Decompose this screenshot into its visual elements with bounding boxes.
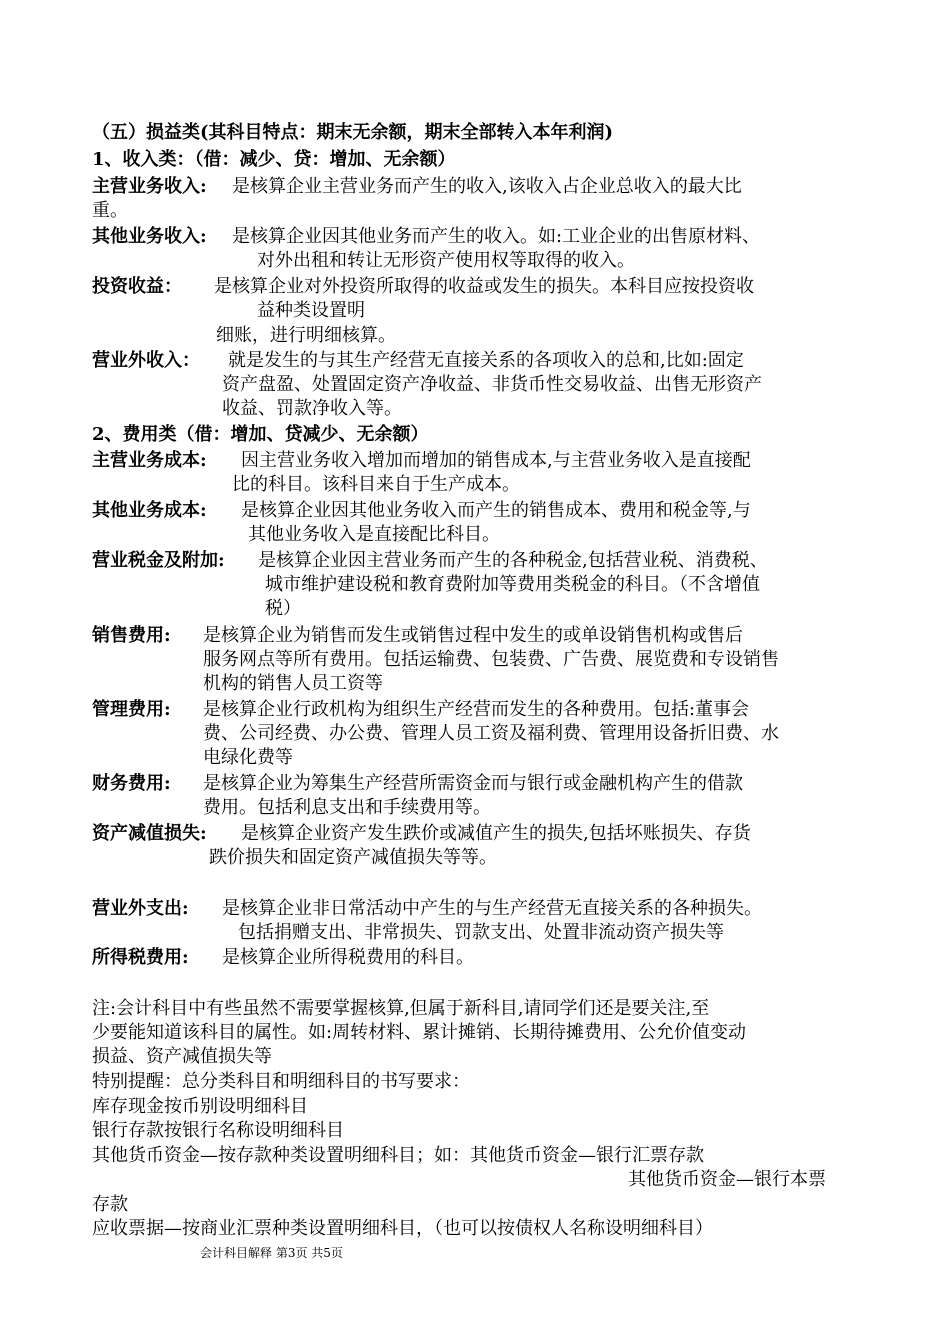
expense-def-finance-1: 是核算企业为筹集生产经营所需资金而与银行或金融机构产生的借款 xyxy=(203,773,743,794)
reminder-line-2: 库存现金按币别设明细科目 xyxy=(92,1096,308,1117)
reminder-line-1: 特别提醒：总分类科目和明细科目的书写要求： xyxy=(92,1071,470,1092)
expense-def-admin-3: 电绿化费等 xyxy=(203,747,293,768)
income-def-other-1: 是核算企业因其他业务而产生的收入。如:工业企业的出售原材料、 xyxy=(232,226,761,247)
note-line-3: 损益、资产减值损失等 xyxy=(92,1046,272,1067)
income-term-other: 其他业务收入: xyxy=(92,226,207,247)
income-term-invest: 投资收益： xyxy=(92,276,182,297)
expense-def-admin-1: 是核算企业行政机构为组织生产经营而发生的各种费用。包括:董事会 xyxy=(203,699,750,720)
section-title: （五）损益类(其科目特点：期末无余额，期末全部转入本年利润) xyxy=(92,122,614,143)
income-def-invest-1: 是核算企业对外投资所取得的收益或发生的损失。本科目应按投资收 xyxy=(214,276,754,297)
expense-term-sales: 销售费用: xyxy=(92,625,171,646)
income-def-other-2: 对外出租和转让无形资产使用权等取得的收入。 xyxy=(257,250,635,271)
expense-heading: 2、费用类（借：增加、贷减少、无余额） xyxy=(92,424,429,445)
expense-def-main-2: 比的科目。该科目来自于生产成本。 xyxy=(232,474,520,495)
income-def-invest-3: 细账，进行明细核算。 xyxy=(216,325,396,346)
expense-def-sales-2: 服务网点等所有费用。包括运输费、包装费、广告费、展览费和专设销售 xyxy=(203,649,779,670)
income-term-main: 主营业务收入: xyxy=(92,176,207,197)
income-def-main-1: 是核算企业主营业务而产生的收入,该收入占企业总收入的最大比 xyxy=(232,176,742,197)
expense-def-tax-2: 城市维护建设税和教育费附加等费用类税金的科目。（不含增值 xyxy=(265,574,760,595)
expense-def-sales-1: 是核算企业为销售而发生或销售过程中发生的或单设销售机构或售后 xyxy=(203,625,743,646)
expense-term-impairment: 资产减值损失: xyxy=(92,823,207,844)
expense-def-main-1: 因主营业务收入增加而增加的销售成本,与主营业务收入是直接配 xyxy=(241,450,751,471)
expense-def-impairment-2: 跌价损失和固定资产减值损失等等。 xyxy=(209,847,497,868)
reminder-line-6: 存款 xyxy=(92,1194,128,1215)
income-term-nonop: 营业外收入： xyxy=(92,350,200,371)
expense-term-finance: 财务费用: xyxy=(92,773,171,794)
expense-def-sales-3: 机构的销售人员工资等 xyxy=(203,673,383,694)
income-def-main-2: 重。 xyxy=(92,200,128,221)
expense-def-incometax-1: 是核算企业所得税费用的科目。 xyxy=(222,947,474,968)
income-heading: 1、收入类：（借：减少、贷：增加、无余额） xyxy=(92,149,456,170)
reminder-line-7: 应收票据—按商业汇票种类设置明细科目，（也可以按债权人名称设明细科目） xyxy=(92,1218,713,1239)
expense-def-tax-1: 是核算企业因主营业务而产生的各种税金,包括营业税、消费税、 xyxy=(258,550,768,571)
expense-def-impairment-1: 是核算企业资产发生跌价或减值产生的损失,包括坏账损失、存货 xyxy=(241,823,751,844)
expense-term-tax: 营业税金及附加: xyxy=(92,550,225,571)
expense-term-admin: 管理费用: xyxy=(92,699,171,720)
income-def-nonop-2: 资产盘盈、处置固定资产净收益、非货币性交易收益、出售无形资产 xyxy=(222,374,762,395)
expense-term-other: 其他业务成本: xyxy=(92,500,207,521)
expense-def-other-1: 是核算企业因其他业务收入而产生的销售成本、费用和税金等,与 xyxy=(241,500,751,521)
expense-def-tax-3: 税） xyxy=(265,598,301,619)
expense-def-admin-2: 费、公司经费、办公费、管理人员工资及福利费、管理用设备折旧费、水 xyxy=(203,723,779,744)
expense-def-nonop-1: 是核算企业非日常活动中产生的与生产经营无直接关系的各种损失。 xyxy=(222,898,762,919)
reminder-line-3: 银行存款按银行名称设明细科目 xyxy=(92,1120,344,1141)
reminder-line-5: 其他货币资金—银行本票 xyxy=(628,1169,826,1190)
expense-term-main: 主营业务成本: xyxy=(92,450,207,471)
income-def-nonop-1: 就是发生的与其生产经营无直接关系的各项收入的总和,比如:固定 xyxy=(228,350,744,371)
expense-term-incometax: 所得税费用: xyxy=(92,947,189,968)
note-line-1: 注:会计科目中有些虽然不需要掌握核算,但属于新科目,请同学们还是要关注,至 xyxy=(92,998,710,1019)
reminder-line-4: 其他货币资金—按存款种类设置明细科目；如：其他货币资金—银行汇票存款 xyxy=(92,1145,704,1166)
expense-def-other-2: 其他业务收入是直接配比科目。 xyxy=(248,524,500,545)
expense-term-nonop: 营业外支出: xyxy=(92,898,189,919)
expense-def-nonop-2: 包括捐赠支出、非常损失、罚款支出、处置非流动资产损失等 xyxy=(238,922,724,943)
note-line-2: 少要能知道该科目的属性。如:周转材料、累计摊销、长期待摊费用、公允价值变动 xyxy=(92,1022,747,1043)
page-footer: 会计科目解释 第3页 共5页 xyxy=(200,1246,343,1260)
expense-def-finance-2: 费用。包括利息支出和手续费用等。 xyxy=(203,797,491,818)
income-def-invest-2: 益种类设置明 xyxy=(257,300,365,321)
income-def-nonop-3: 收益、罚款净收入等。 xyxy=(222,398,402,419)
